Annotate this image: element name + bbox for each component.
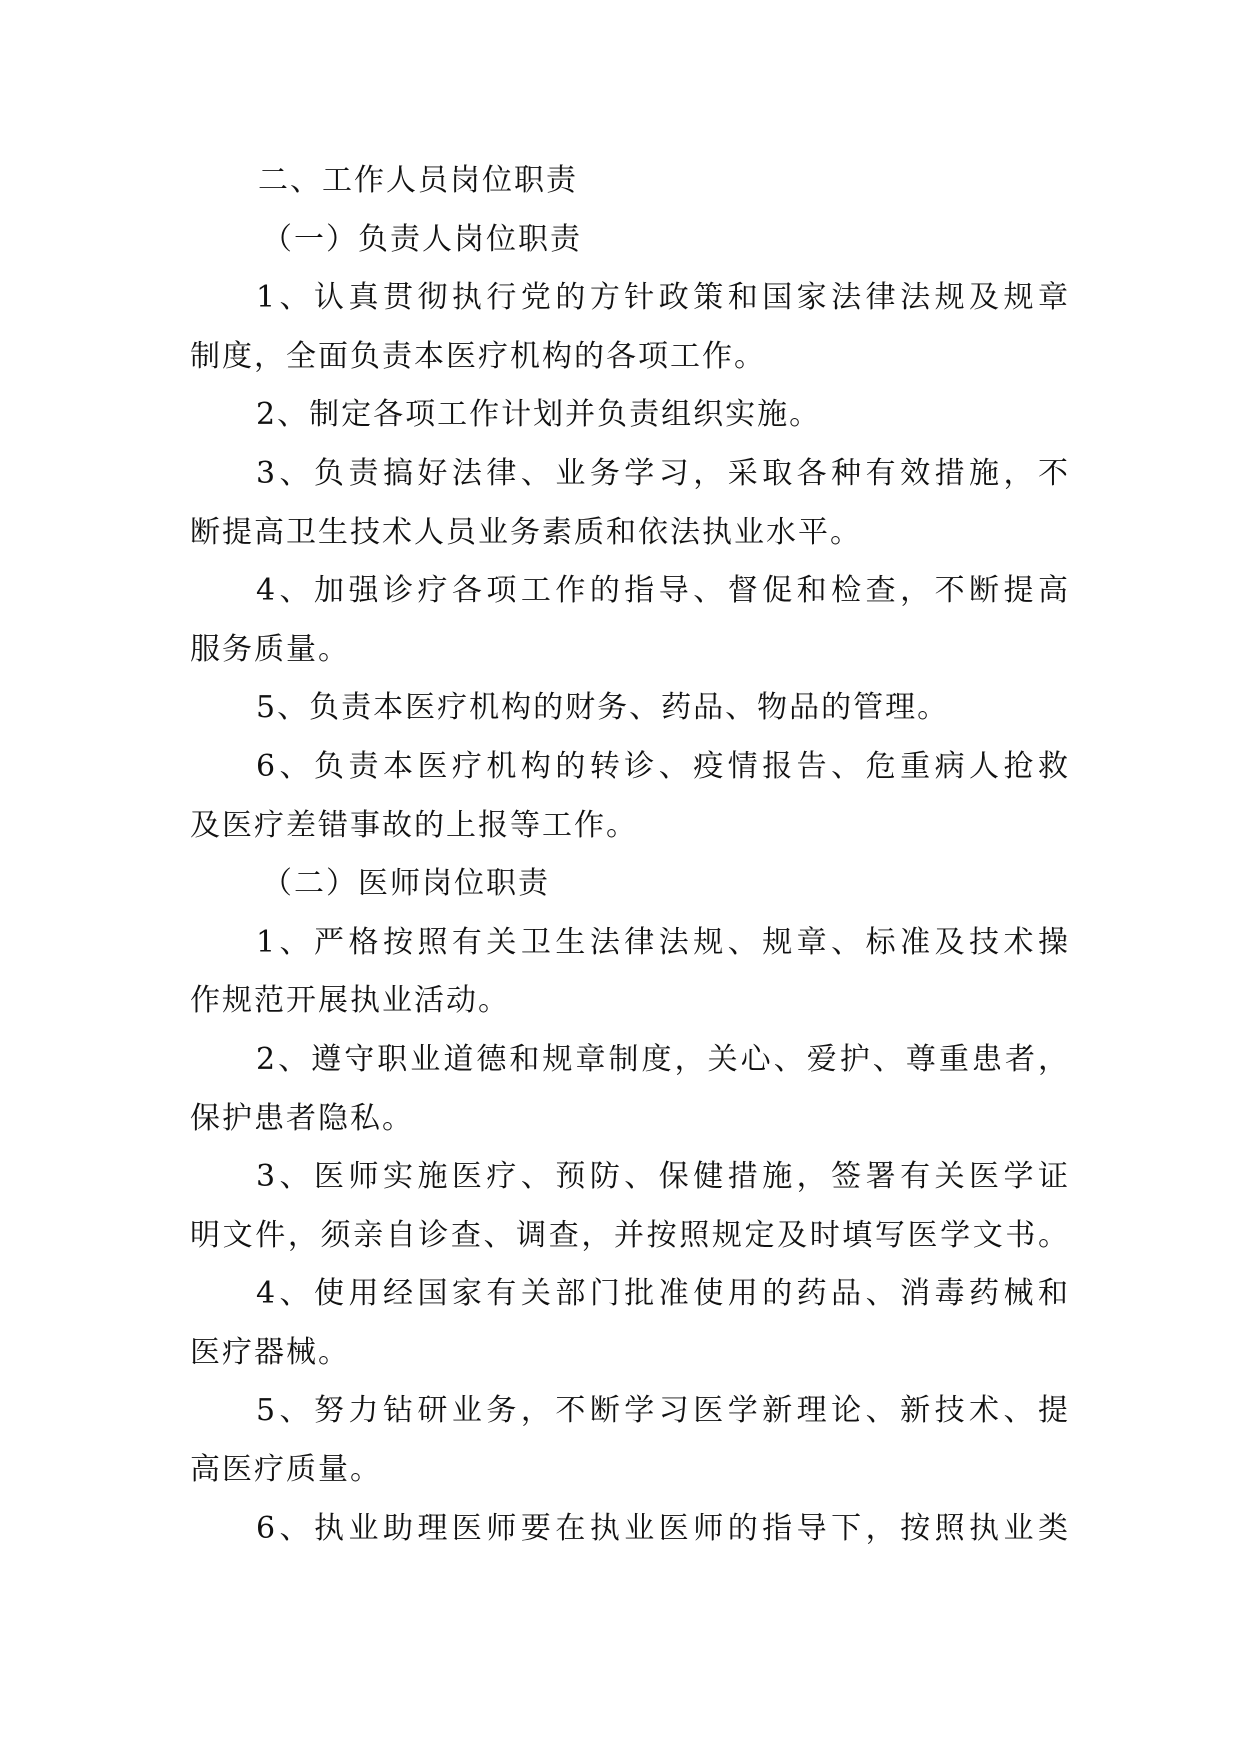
paragraph-line: 3、医师实施医疗、预防、保健措施，签署有关医学证 <box>256 1159 1070 1195</box>
paragraph-line: 1、认真贯彻执行党的方针政策和国家法律法规及规章 <box>256 280 1070 316</box>
paragraph-line: 6、执业助理医师要在执业医师的指导下，按照执业类 <box>256 1510 1070 1546</box>
paragraph-line: 服务质量。 <box>190 631 350 667</box>
subsection-heading: （二）医师岗位职责 <box>262 866 550 902</box>
paragraph-line: 及医疗差错事故的上报等工作。 <box>190 807 638 843</box>
paragraph-line: 明文件，须亲自诊查、调查，并按照规定及时填写医学文书。 <box>190 1217 1070 1253</box>
paragraph-line: 制度，全面负责本医疗机构的各项工作。 <box>190 338 766 374</box>
paragraph-line: 4、加强诊疗各项工作的指导、督促和检查，不断提高 <box>256 573 1070 609</box>
paragraph-line: 1、严格按照有关卫生法律法规、规章、标准及技术操 <box>256 924 1070 960</box>
paragraph-line: 5、努力钻研业务，不断学习医学新理论、新技术、提 <box>256 1393 1070 1429</box>
document-body <box>190 152 1070 1558</box>
paragraph-line: 5、负责本医疗机构的财务、药品、物品的管理。 <box>256 690 950 726</box>
paragraph-line: 作规范开展执业活动。 <box>190 983 510 1019</box>
paragraph-line: 医疗器械。 <box>190 1334 350 1370</box>
paragraph-line: 高医疗质量。 <box>190 1452 382 1488</box>
paragraph-line: 2、制定各项工作计划并负责组织实施。 <box>256 397 822 433</box>
paragraph-line: 2、遵守职业道德和规章制度，关心、爱护、尊重患者， <box>256 1041 1070 1077</box>
paragraph-line: 保护患者隐私。 <box>190 1100 414 1136</box>
subsection-heading: （一）负责人岗位职责 <box>262 221 582 257</box>
section-heading: 二、工作人员岗位职责 <box>258 163 578 198</box>
paragraph-line: 断提高卫生技术人员业务素质和依法执业水平。 <box>190 514 862 550</box>
paragraph-line: 6、负责本医疗机构的转诊、疫情报告、危重病人抢救 <box>256 748 1070 784</box>
paragraph-line: 3、负责搞好法律、业务学习，采取各种有效措施，不 <box>256 455 1070 491</box>
paragraph-line: 4、使用经国家有关部门批准使用的药品、消毒药械和 <box>256 1276 1070 1312</box>
